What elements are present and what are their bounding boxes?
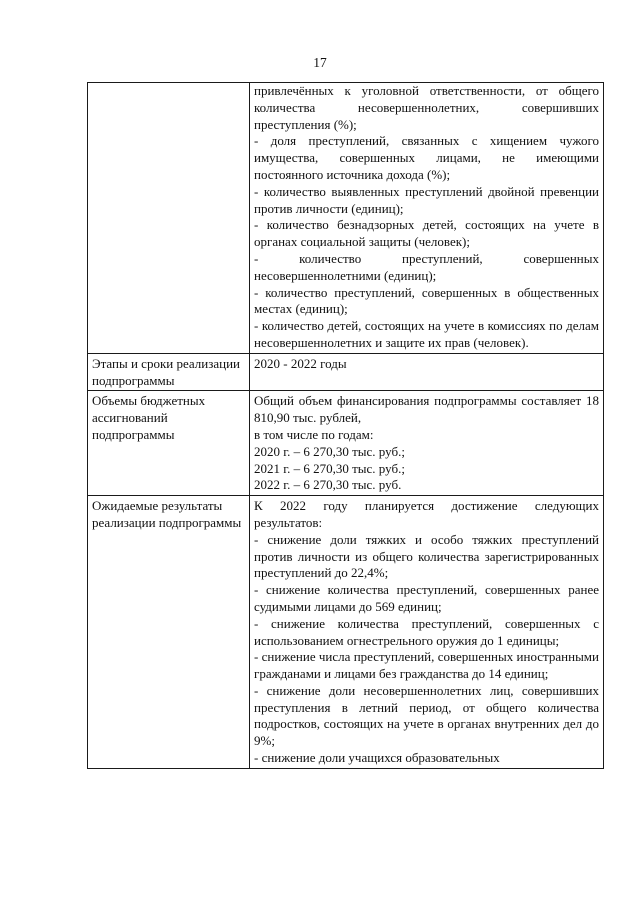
results-paragraph: - снижение доли несовершеннолетних лиц, совершивших преступления в летний период, от общего количества подростков, состоящих на учете в органах внутренних дел до 9%; [254,682,599,749]
indicator-paragraph: - количество выявленных преступлений двойной превенции против личности (единиц); [254,183,599,216]
budget-paragraph: 2020 г. – 6 270,30 тыс. руб.; [254,443,405,459]
results-paragraph: - снижение доли тяжких и особо тяжких преступлений против личности из общего количества зарегистрированных преступлений до 22,4%; [254,531,599,581]
row-content [250,353,604,391]
budget-paragraph: в том числе по годам: [254,426,374,442]
indicator-paragraph: - количество преступлений, совершенных в общественных местах (единиц); [254,284,599,317]
results-paragraph: К 2022 году планируется достижение следующих результатов: [254,498,599,530]
passport-table [87,82,604,769]
table-row-results [88,496,604,769]
indicator-paragraph: - количество безнадзорных детей, состоящих на учете в органах социальной защиты (человек); [254,217,599,250]
indicator-paragraph: - количество детей, состоящих на учете в комиссиях по делам несовершеннолетних и защите их прав (человек). [254,318,599,350]
row-content [250,496,604,769]
results-paragraph: - снижение количества преступлений, совершенных с использованием огнестрельного оружия до 1 единицы; [254,615,599,648]
budget-paragraph: 2021 г. – 6 270,30 тыс. руб.; [254,460,405,476]
results-paragraph: - снижение числа преступлений, совершенных иностранными гражданами и лицами без гражданства до 14 единиц; [254,649,599,682]
indicator-paragraph: - количество преступлений, совершенных несовершеннолетними (единиц); [254,250,599,283]
budget-paragraph: 2022 г. – 6 270,30 тыс. руб. [254,477,402,493]
indicator-paragraph: - доля преступлений, связанных с хищением чужого имущества, совершенных лицами, не имеющими постоянного источника дохода (%); [254,133,599,182]
stages-paragraph: 2020 - 2022 годы [254,355,347,371]
row-label: Этапы и сроки реализации подпрограммы [88,353,250,391]
row-label: Объемы бюджетных ассигнований подпрограммы [88,391,250,496]
budget-paragraph: Общий объем финансирования подпрограммы составляет 18 810,90 тыс. рублей, [254,393,599,426]
results-paragraph: - снижение доли учащихся образовательных [254,750,500,766]
table-row-budget [88,391,604,496]
page-number: 17 [313,55,327,70]
results-paragraph: - снижение количества преступлений, совершенных ранее судимыми лицами до 569 единиц; [254,582,599,614]
row-content [250,83,604,354]
row-content [250,391,604,496]
table-row-indicators [88,83,604,354]
row-label [88,83,250,354]
indicator-paragraph: привлечённых к уголовной ответственности, от общего количества несовершеннолетних, совершивших преступления (%); [254,83,599,132]
row-label: Ожидаемые результаты реализации подпрограммы [88,496,250,769]
table-row-stages [88,353,604,391]
